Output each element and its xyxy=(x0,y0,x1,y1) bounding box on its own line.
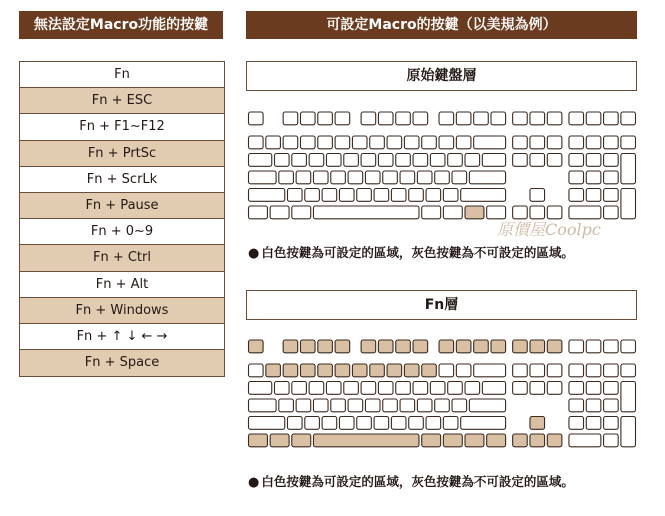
key-alpha xyxy=(396,382,411,395)
key-alpha xyxy=(361,382,376,395)
key-f xyxy=(318,340,333,353)
key-num xyxy=(318,136,333,149)
fn-key-row: Fn + Alt xyxy=(20,272,224,298)
key-nav xyxy=(513,364,528,377)
key-alpha xyxy=(287,417,302,430)
key-alpha xyxy=(413,382,428,395)
key-pad xyxy=(569,417,584,430)
key-f xyxy=(396,340,411,353)
key-shift xyxy=(249,189,285,202)
key-alpha xyxy=(426,189,441,202)
key-nav xyxy=(513,136,528,149)
key-extra xyxy=(569,112,584,125)
fn-key-row: Fn + Space xyxy=(20,350,224,376)
key-pad xyxy=(586,136,601,149)
key-alpha xyxy=(296,171,311,184)
key-pad xyxy=(586,364,601,377)
key-alpha xyxy=(296,399,311,412)
key-alt xyxy=(292,206,311,219)
key-alpha xyxy=(391,417,406,430)
key-nav xyxy=(530,382,545,395)
key-num xyxy=(266,136,281,149)
key-num xyxy=(283,364,298,377)
key-alpha xyxy=(378,382,393,395)
key-pad xyxy=(604,382,619,395)
key-alpha xyxy=(326,382,341,395)
key-alpha xyxy=(426,417,441,430)
key-arrow xyxy=(530,434,545,447)
fn-layer-keyboard xyxy=(246,336,638,450)
key-win xyxy=(443,206,462,219)
fn-key-row: Fn + ScrLk xyxy=(20,167,224,193)
key-nav xyxy=(530,136,545,149)
fn-layer-note-text: 白色按鍵為可設定的區域，灰色按鍵為不可設定的區域。 xyxy=(261,474,574,489)
base-layer-keyboard xyxy=(246,108,638,222)
fn-key-row: Fn + 0~9 xyxy=(20,219,224,245)
key-alpha xyxy=(448,154,463,167)
key-fn xyxy=(465,434,484,447)
key-nav xyxy=(547,136,562,149)
key-pad xyxy=(604,171,619,184)
key-alpha xyxy=(365,399,380,412)
key-nav xyxy=(530,154,545,167)
key-nav xyxy=(547,364,562,377)
key-num xyxy=(352,136,367,149)
key-alpha xyxy=(452,399,467,412)
key-pad xyxy=(569,136,584,149)
key-num xyxy=(422,136,437,149)
key-f xyxy=(378,112,393,125)
key-f xyxy=(413,340,428,353)
key-space xyxy=(313,206,419,219)
key-win xyxy=(270,434,289,447)
key-f xyxy=(491,112,506,125)
key-extra xyxy=(621,112,636,125)
key-pad xyxy=(569,171,584,184)
key-alpha xyxy=(374,417,389,430)
key-f xyxy=(456,340,471,353)
key-alpha xyxy=(274,382,289,395)
key-alpha xyxy=(374,189,389,202)
key-pad xyxy=(604,364,619,377)
fn-key-row: Fn + PrtSc xyxy=(20,141,224,167)
key-esc xyxy=(249,340,264,353)
key-pad xyxy=(586,417,601,430)
key-alpha xyxy=(279,171,294,184)
base-layer-title: 原始鍵盤層 xyxy=(246,61,637,91)
key-num xyxy=(335,136,350,149)
key-nav xyxy=(513,154,528,167)
key-sym xyxy=(439,364,454,377)
key-alpha xyxy=(348,399,363,412)
key-extra xyxy=(604,112,619,125)
key-sym xyxy=(456,364,471,377)
key-f xyxy=(300,340,315,353)
key-shift xyxy=(461,189,506,202)
key-shift xyxy=(461,417,506,430)
key-f xyxy=(413,112,428,125)
key-nav xyxy=(530,364,545,377)
fn-key-row: Fn xyxy=(20,62,224,88)
key-pad xyxy=(586,171,601,184)
key-f xyxy=(335,340,350,353)
key-pad xyxy=(569,364,584,377)
key-num xyxy=(422,364,437,377)
key-alpha xyxy=(361,154,376,167)
key-bs xyxy=(482,154,505,167)
key-alpha xyxy=(292,382,307,395)
fn-key-row: Fn + F1~F12 xyxy=(20,114,224,140)
key-pad xyxy=(586,154,601,167)
key-alpha xyxy=(383,171,398,184)
key-pad xyxy=(569,399,584,412)
base-layer-note xyxy=(248,243,574,261)
key-alpha xyxy=(344,154,359,167)
key-alpha xyxy=(313,399,328,412)
key-enter xyxy=(469,171,505,184)
key-f xyxy=(474,112,489,125)
key-f xyxy=(361,112,376,125)
key-alpha xyxy=(400,171,415,184)
key-f xyxy=(283,340,298,353)
key-bs xyxy=(482,382,505,395)
fn-key-row: Fn + Ctrl xyxy=(20,245,224,271)
key-alpha xyxy=(396,154,411,167)
key-num xyxy=(318,364,333,377)
key-alpha xyxy=(348,171,363,184)
key-f xyxy=(318,112,333,125)
key-num xyxy=(404,364,419,377)
key-sys xyxy=(513,112,528,125)
key-pad xyxy=(586,399,601,412)
key-alpha xyxy=(331,171,346,184)
key-nav xyxy=(513,382,528,395)
key-alpha xyxy=(383,399,398,412)
key-alpha xyxy=(287,189,302,202)
key-f xyxy=(335,112,350,125)
key-win xyxy=(270,206,289,219)
key-nav xyxy=(547,382,562,395)
key-alpha xyxy=(430,154,445,167)
key-sym xyxy=(249,364,264,377)
key-win xyxy=(443,434,462,447)
key-sys xyxy=(547,340,562,353)
fn-layer-title: Fn層 xyxy=(246,290,637,320)
key-arrow xyxy=(530,417,545,430)
key-alpha xyxy=(443,189,458,202)
key-alpha xyxy=(409,189,424,202)
key-ctrl xyxy=(249,206,268,219)
key-pad xyxy=(621,154,636,184)
key-pad xyxy=(621,189,636,219)
key-pad xyxy=(621,417,636,447)
key-f xyxy=(491,340,506,353)
fn-key-row: Fn + Windows xyxy=(20,298,224,324)
key-back xyxy=(474,364,506,377)
key-ctrl xyxy=(487,434,506,447)
key-num xyxy=(283,136,298,149)
key-num xyxy=(370,136,385,149)
key-pad xyxy=(604,136,619,149)
key-alt xyxy=(422,434,441,447)
key-alpha xyxy=(292,154,307,167)
key-num xyxy=(300,364,315,377)
key-alpha xyxy=(452,171,467,184)
key-sys xyxy=(530,340,545,353)
key-sys xyxy=(513,340,528,353)
key-pad xyxy=(586,189,601,202)
key-f xyxy=(456,112,471,125)
key-fn xyxy=(465,206,484,219)
key-alpha xyxy=(344,382,359,395)
key-pad xyxy=(604,399,619,412)
key-ctrl xyxy=(249,434,268,447)
key-f xyxy=(300,112,315,125)
key-alpha xyxy=(357,417,372,430)
key-alpha xyxy=(391,189,406,202)
key-caps xyxy=(249,399,277,412)
key-alpha xyxy=(409,417,424,430)
key-pad xyxy=(604,154,619,167)
fn-layer-note xyxy=(248,472,574,490)
key-pad xyxy=(604,434,619,447)
key-alpha xyxy=(279,399,294,412)
key-pad xyxy=(621,364,636,377)
key-pad xyxy=(569,434,601,447)
key-alpha xyxy=(435,399,450,412)
key-num xyxy=(300,136,315,149)
base-layer-note-text: 白色按鍵為可設定的區域，灰色按鍵為不可設定的區域。 xyxy=(261,245,574,260)
key-pad xyxy=(586,382,601,395)
key-caps xyxy=(249,171,277,184)
key-tab xyxy=(249,382,272,395)
key-alpha xyxy=(413,154,428,167)
key-f xyxy=(283,112,298,125)
key-pad xyxy=(621,136,636,149)
key-pad xyxy=(604,417,619,430)
key-arrow xyxy=(530,189,545,202)
key-alt xyxy=(422,206,441,219)
right-header: 可設定Macro的按鍵（以美規為例） xyxy=(246,11,637,39)
key-alt xyxy=(292,434,311,447)
key-alpha xyxy=(378,154,393,167)
key-alpha xyxy=(417,399,432,412)
key-esc xyxy=(249,112,264,125)
key-extra xyxy=(586,112,601,125)
fn-key-row: Fn + ↑ ↓ ← → xyxy=(20,324,224,350)
key-num xyxy=(335,364,350,377)
key-num xyxy=(387,136,402,149)
key-alpha xyxy=(430,382,445,395)
key-alpha xyxy=(365,171,380,184)
key-alpha xyxy=(400,399,415,412)
key-pad xyxy=(569,382,584,395)
key-alpha xyxy=(339,189,354,202)
key-num xyxy=(352,364,367,377)
key-alpha xyxy=(322,189,337,202)
key-alpha xyxy=(322,417,337,430)
key-alpha xyxy=(435,171,450,184)
key-alpha xyxy=(326,154,341,167)
key-alpha xyxy=(305,189,320,202)
left-header: 無法設定Macro功能的按鍵 xyxy=(19,11,223,39)
key-alpha xyxy=(357,189,372,202)
key-alpha xyxy=(309,154,324,167)
key-extra xyxy=(604,340,619,353)
fn-key-row: Fn + ESC xyxy=(20,88,224,114)
key-nav xyxy=(547,154,562,167)
key-sys xyxy=(530,112,545,125)
key-pad xyxy=(569,154,584,167)
key-f xyxy=(361,340,376,353)
watermark: 原價屋Coolpc xyxy=(497,220,601,239)
key-alpha xyxy=(448,382,463,395)
key-alpha xyxy=(339,417,354,430)
key-f xyxy=(439,112,454,125)
key-num xyxy=(370,364,385,377)
key-arrow xyxy=(547,434,562,447)
key-alpha xyxy=(417,171,432,184)
key-sys xyxy=(547,112,562,125)
key-shift xyxy=(249,417,285,430)
key-alpha xyxy=(331,399,346,412)
fn-key-row: Fn + Pause xyxy=(20,193,224,219)
key-alpha xyxy=(309,382,324,395)
key-sym xyxy=(249,136,264,149)
key-alpha xyxy=(465,382,480,395)
key-num xyxy=(404,136,419,149)
key-num xyxy=(387,364,402,377)
bullet-icon: ● xyxy=(248,246,260,261)
bullet-icon: ● xyxy=(248,475,260,490)
key-sym xyxy=(456,136,471,149)
key-sym xyxy=(439,136,454,149)
key-alpha xyxy=(274,154,289,167)
key-num xyxy=(266,364,281,377)
key-extra xyxy=(621,340,636,353)
key-enter xyxy=(469,399,505,412)
key-back xyxy=(474,136,506,149)
key-f xyxy=(474,340,489,353)
key-pad xyxy=(604,206,619,219)
key-alpha xyxy=(305,417,320,430)
key-tab xyxy=(249,154,272,167)
key-alpha xyxy=(313,171,328,184)
fn-key-table xyxy=(19,61,225,377)
key-space xyxy=(313,434,419,447)
key-arrow xyxy=(513,434,528,447)
key-f xyxy=(439,340,454,353)
key-f xyxy=(378,340,393,353)
key-f xyxy=(396,112,411,125)
key-pad xyxy=(604,189,619,202)
key-pad xyxy=(621,382,636,412)
key-extra xyxy=(586,340,601,353)
key-alpha xyxy=(465,154,480,167)
key-pad xyxy=(569,189,584,202)
key-alpha xyxy=(443,417,458,430)
key-extra xyxy=(569,340,584,353)
